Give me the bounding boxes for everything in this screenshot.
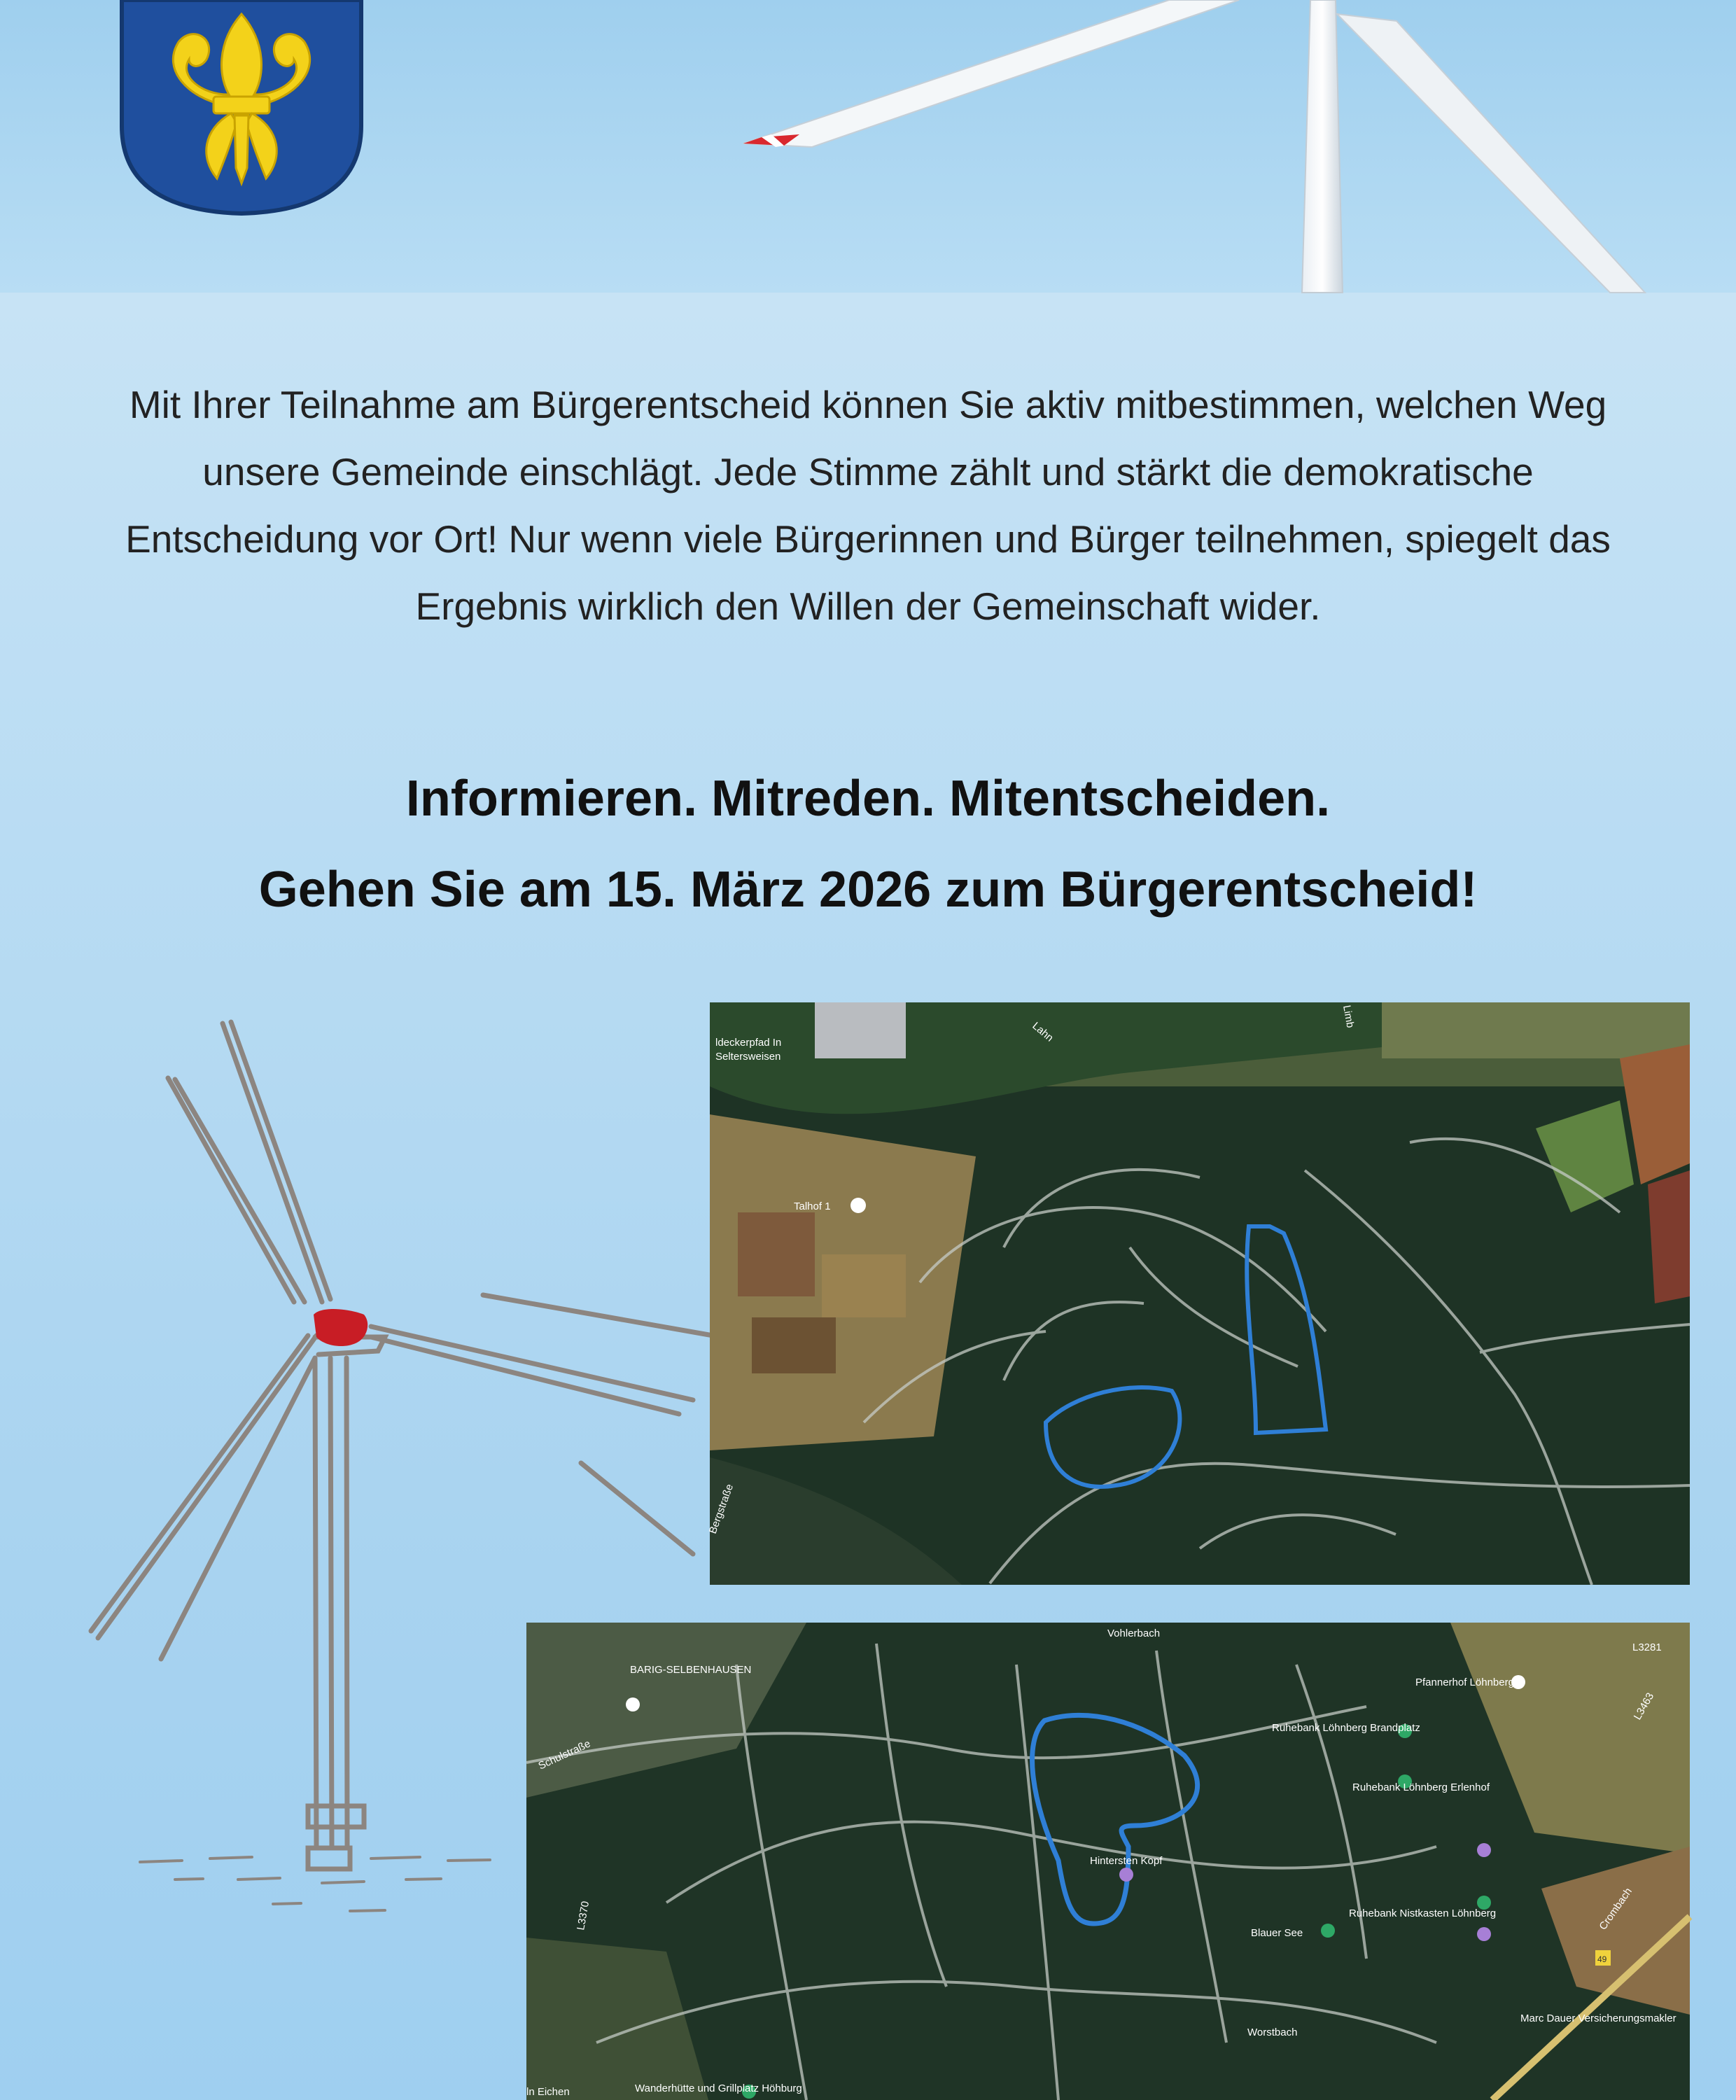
map2-label-l3281: L3281 bbox=[1632, 1642, 1662, 1653]
map1-label-lahn: Lahn bbox=[1030, 1020, 1056, 1044]
slogan-line-1: Informieren. Mitreden. Mitentscheiden. bbox=[405, 771, 1331, 827]
map2-label-49: 49 bbox=[1597, 1954, 1607, 1964]
map2-label-versicherung: Marc Dauer Versicherungsmakler bbox=[1520, 2012, 1676, 2024]
tower bbox=[1302, 0, 1343, 293]
header-banner bbox=[0, 0, 1736, 293]
map2-label-worstbach: Worstbach bbox=[1247, 2026, 1298, 2038]
poi-pin-icon bbox=[1477, 1927, 1491, 1941]
map2-label-blauer-see: Blauer See bbox=[1251, 1927, 1303, 1939]
sketch-tower bbox=[315, 1358, 347, 1848]
map1-label-seltersweisen: Seltersweisen bbox=[715, 1051, 781, 1063]
map2-label-ruhebank-erlenhof: Ruhebank Löhnberg Erlenhof bbox=[1352, 1782, 1490, 1793]
place-pin-icon bbox=[850, 1198, 866, 1213]
map1-label-limb: Limb bbox=[1340, 1004, 1357, 1029]
blade-left bbox=[743, 0, 1239, 147]
map2-label-l3370: L3370 bbox=[575, 1900, 592, 1931]
map2-label-pfannerhof: Pfannerhof Löhnberg bbox=[1415, 1676, 1514, 1688]
sketch-blade-lower bbox=[91, 1336, 316, 1659]
map2-label-eichen: ln Eichen bbox=[526, 2086, 570, 2098]
village-pin-icon bbox=[626, 1698, 640, 1712]
map2-label-hintersten-kopf: Hintersten Kopf bbox=[1090, 1855, 1163, 1867]
sketch-blade-right bbox=[371, 1295, 721, 1554]
coat-of-arms bbox=[119, 0, 364, 214]
aerial-map-upper bbox=[706, 1002, 1690, 1585]
map2-label-ruhebank-brandplatz: Ruhebank Löhnberg Brandplatz bbox=[1272, 1722, 1420, 1734]
map2-label-barig: BARIG-SELBENHAUSEN bbox=[630, 1664, 752, 1676]
wind-turbine-photo bbox=[735, 0, 1736, 293]
map2-label-crombach: Crombach bbox=[1597, 1885, 1634, 1933]
sketch-water bbox=[140, 1857, 490, 1911]
map1-label-talhof: Talhof 1 bbox=[794, 1200, 831, 1212]
map2-label-schulstrasse: Schulstraße bbox=[536, 1737, 593, 1772]
lake-pin-icon bbox=[1321, 1924, 1335, 1938]
sketch-nacelle-red bbox=[314, 1309, 368, 1346]
poi-pin-icon bbox=[1477, 1843, 1491, 1857]
map1-label-bergstrasse: Bergstraße bbox=[706, 1482, 736, 1536]
summit-pin-icon bbox=[1119, 1868, 1133, 1882]
intro-paragraph: Mit Ihrer Teilnahme am Bürgerentscheid können Sie aktiv mitbestimmen, welchen Weg unsere Gemeinde einschlägt. Jede Stimme zählt und stärkt die demokratische Entscheidung vor Ort! Nur wenn viele Bürgerinnen und Bürger teilnehmen, spiegelt das Ergebnis wirklich den Willen der Gemeinschaft wider. bbox=[125, 383, 1611, 628]
blade-right bbox=[1337, 14, 1645, 293]
map1-label-pfad: ldeckerpfad In bbox=[715, 1037, 782, 1049]
map2-label-wanderhuette: Wanderhütte und Grillplatz Höhburg bbox=[635, 2082, 802, 2094]
sketch-blade-upper bbox=[168, 1022, 330, 1302]
map2-label-l3463: L3463 bbox=[1631, 1690, 1657, 1722]
aerial-map-lower bbox=[526, 1623, 1690, 2100]
slogan-line-2: Gehen Sie am 15. März 2026 zum Bürgerentscheid! bbox=[258, 862, 1478, 918]
map2-label-vohlerbach: Vohlerbach bbox=[1107, 1628, 1161, 1639]
map2-label-ruhebank-nistkasten: Ruhebank Nistkasten Löhnberg bbox=[1349, 1907, 1497, 1919]
